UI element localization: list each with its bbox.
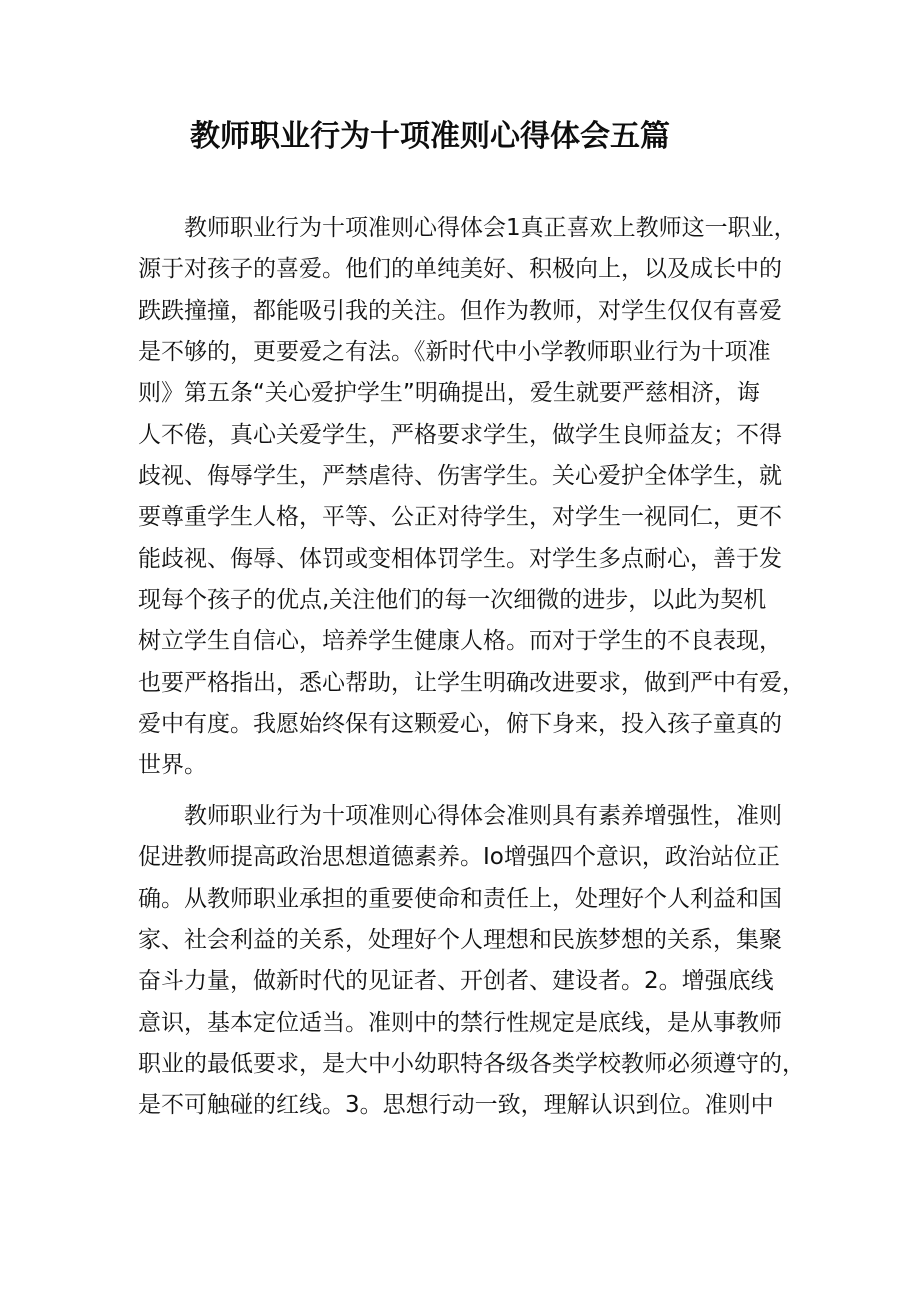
text-line: 确。从教师职业承担的重要使命和责任上，处理好个人利益和国 xyxy=(138,885,782,912)
text-line: 源于对孩子的喜爱。他们的单纯美好、积极向上，以及成长中的 xyxy=(138,256,782,283)
text-line: 现每个孩子的优点,关注他们的每一次细微的进步，以此为契机 xyxy=(138,587,767,614)
text-line: 教师职业行为十项准则心得体会1真正喜欢上教师这一职业， xyxy=(184,215,797,241)
document-title: 教师职业行为十项准则心得体会五篇 xyxy=(190,119,670,154)
text-line: 促进教师提高政治思想道德素养。Io增强四个意识，政治站位正 xyxy=(138,844,780,871)
text-line: 是不可触碰的红线。3。思想行动一致，理解认识到位。准则中 xyxy=(138,1092,774,1119)
text-line: 歧视、侮辱学生，严禁虐待、伤害学生。关心爱护全体学生，就 xyxy=(138,463,782,490)
text-line: 也要严格指出，悉心帮助，让学生明确改进要求，做到严中有爱， xyxy=(138,669,805,696)
paragraph xyxy=(138,208,805,787)
text-line: 跌跌撞撞，都能吸引我的关注。但作为教师，对学生仅仅有喜爱 xyxy=(138,297,782,324)
text-line: 能歧视、侮辱、体罚或变相体罚学生。对学生多点耐心，善于发 xyxy=(138,545,782,572)
text-line: 爱中有度。我愿始终保有这颗爱心，俯下身来，投入孩子童真的 xyxy=(138,711,782,738)
paragraph-spacer xyxy=(138,787,788,796)
text-line: 树立学生自信心，培养学生健康人格。而对于学生的不良表现， xyxy=(138,628,782,655)
text-line: 则》第五条“关心爱护学生”明确提出，爱生就要严慈相济，诲 xyxy=(138,380,760,407)
text-line: 家、社会利益的关系，处理好个人理想和民族梦想的关系，集聚 xyxy=(138,926,782,953)
text-line: 要尊重学生人格，平等、公正对待学生，对学生一视同仁，更不 xyxy=(138,504,782,531)
text-line: 人不倦，真心关爱学生，严格要求学生，做学生良师益友；不得 xyxy=(138,421,782,448)
text-line: 是不够的，更要爱之有法。《新时代中小学教师职业行为十项准 xyxy=(138,339,771,366)
text-line: 奋斗力量，做新时代的见证者、开创者、建设者。2。增强底线 xyxy=(138,968,774,995)
paragraph xyxy=(138,796,805,1127)
document-body xyxy=(138,208,805,1127)
text-line: 世界。 xyxy=(138,752,207,779)
text-line: 意识，基本定位适当。准则中的禁行性规定是底线，是从事教师 xyxy=(138,1009,782,1036)
text-line: 教师职业行为十项准则心得体会准则具有素养增强性，准则 xyxy=(184,802,782,829)
text-line: 职业的最低要求，是大中小幼职特各级各类学校教师必须遵守的， xyxy=(138,1050,805,1077)
